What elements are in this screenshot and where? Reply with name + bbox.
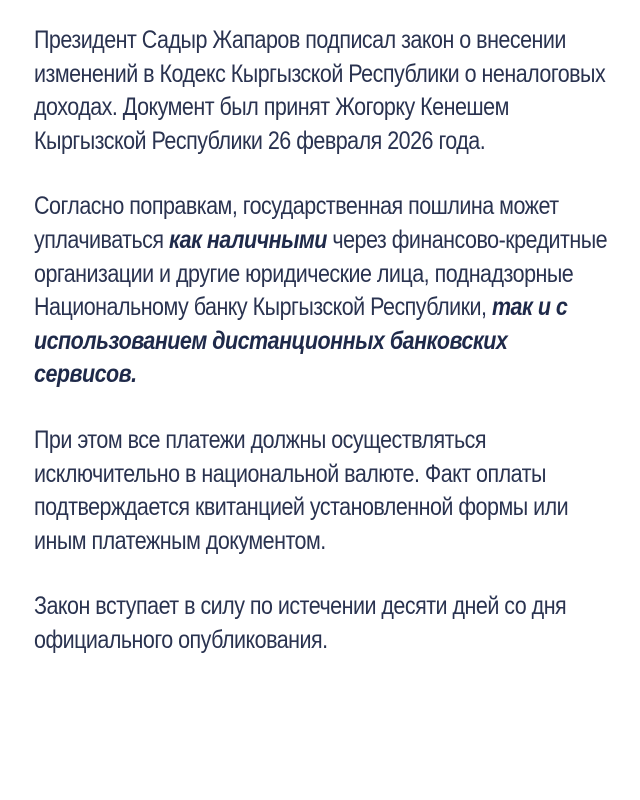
article-body — [34, 24, 608, 690]
text-segment: Согласно поправкам, государственная пошлина может уплачиваться — [34, 192, 559, 254]
text-segment: через финансово-кредитные организации и другие юридические лица, поднадзорные Национальному банку Кыргызской Республики, — [34, 225, 608, 322]
emphasis-remote-banking: так и с использованием дистанционных банковских сервисов. — [34, 293, 568, 389]
paragraph-national-currency: При этом все платежи должны осуществляться исключительно в национальной валюте. Факт оплаты подтверждается квитанцией установленной формы или иным платежным документом. — [34, 425, 569, 555]
paragraph-payment-methods — [34, 190, 614, 392]
paragraph-law-signed: Президент Садыр Жапаров подписал закон о внесении изменений в Кодекс Кыргызской Республики о неналоговых доходах. Документ был принят Жогорку Кенешем Кыргызской Республики 26 февраля 2026 года. — [34, 26, 606, 155]
paragraph-entry-into-force: Закон вступает в силу по истечении десяти дней со дня официального опубликования. — [34, 592, 567, 654]
emphasis-cash: как наличными — [169, 225, 327, 254]
